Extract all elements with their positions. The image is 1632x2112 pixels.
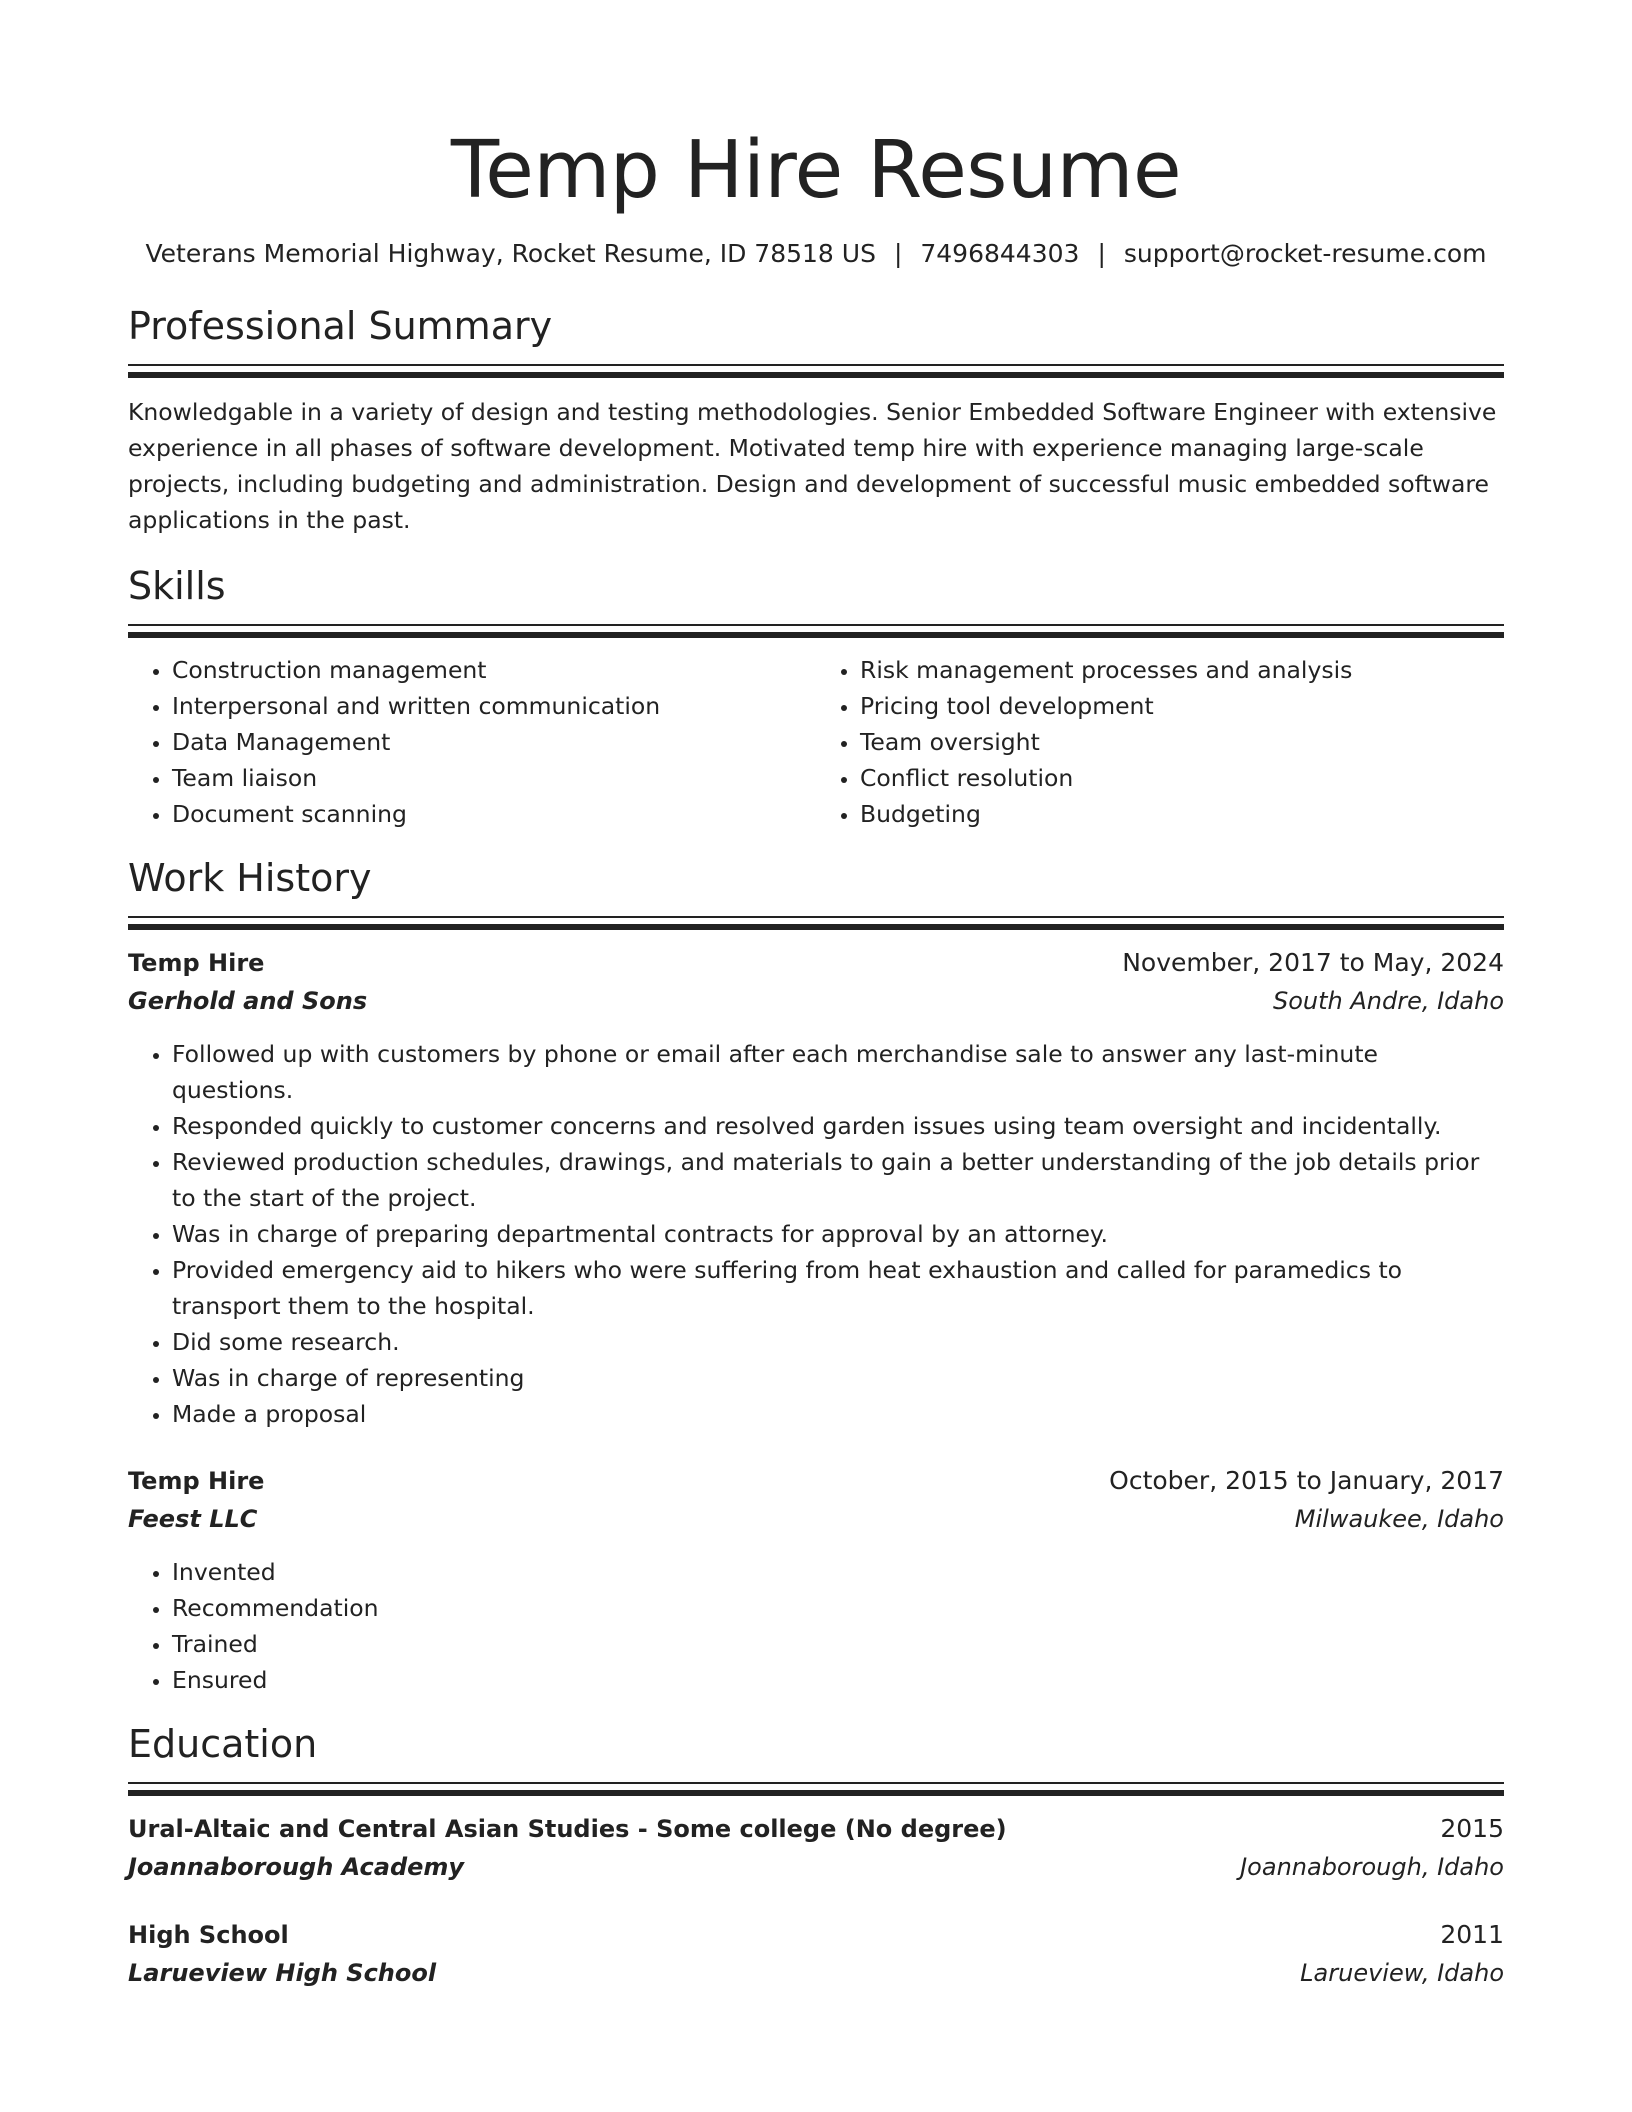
summary-heading: Professional Summary [128,304,553,348]
job-bullet: • Made a proposal [172,1396,1504,1432]
job-title: Temp Hire [128,1467,265,1495]
education-location: Larueview, Idaho [1300,1959,1504,1987]
section-divider [128,1782,1504,1796]
job-title: Temp Hire [128,949,265,977]
resume-content [128,116,1504,1992]
job-bullet: • Reviewed production schedules, drawings, and materials to gain a better understanding of the job details prior to the start of the project. [172,1144,1504,1216]
summary-text: Knowledgable in a variety of design and testing methodologies. Senior Embedded Software Engineer with extensive experience in all phases of software development. Motivated temp hire with experience managing large-scale projects, including budgeting and administration. Design and development of successful music embedded software applications in the past. [128,398,1497,534]
skills-list-right [816,652,1504,832]
education-entry [128,1810,1504,1886]
job-bullet: • Did some research. [172,1324,1504,1360]
job-bullet: • Provided emergency aid to hikers who were suffering from heat exhaustion and called for paramedics to transport them to the hospital. [172,1252,1504,1324]
job-bullet-list [128,1036,1504,1432]
contact-email: support@rocket-resume.com [1123,239,1487,268]
job-location: South Andre, Idaho [1272,987,1504,1015]
contact-separator: | [893,239,903,268]
job-dates: October, 2015 to January, 2017 [1109,1466,1504,1495]
skill-item: • Risk management processes and analysis [860,652,1504,688]
job-bullet: • Recommendation [172,1590,1504,1626]
section-divider [128,916,1504,930]
skill-item: • Construction management [172,652,816,688]
contact-phone: 7496844303 [920,239,1080,268]
skills-list-left [128,652,816,832]
job-bullet: • Responded quickly to customer concerns and resolved garden issues using team oversight and incidentally. [172,1108,1504,1144]
section-divider [128,624,1504,638]
job-company: Gerhold and Sons [128,987,368,1015]
contact-separator: | [1097,239,1106,268]
job-entry [128,1462,1504,1698]
skills-section [128,560,1504,832]
skill-item: • Conflict resolution [860,760,1504,796]
skill-item: • Team oversight [860,724,1504,760]
resume-name: Temp Hire Resume [450,124,1182,216]
education-section [128,1718,1504,1992]
job-dates: November, 2017 to May, 2024 [1122,948,1504,977]
education-year: 2015 [1440,1814,1504,1843]
education-degree: Ural-Altaic and Central Asian Studies - Some college (No degree) [128,1815,1007,1843]
skill-item: • Budgeting [860,796,1504,832]
skill-item: • Interpersonal and written communication [172,688,816,724]
education-entry [128,1916,1504,1992]
job-company: Feest LLC [128,1505,258,1533]
job-bullet: • Followed up with customers by phone or email after each merchandise sale to answer any last-minute questions. [172,1036,1504,1108]
job-location: Milwaukee, Idaho [1294,1505,1504,1533]
education-location: Joannaborough, Idaho [1240,1853,1504,1881]
job-bullet: • Was in charge of preparing departmental contracts for approval by an attorney. [172,1216,1504,1252]
education-degree: High School [128,1921,289,1949]
job-bullet-list [128,1554,1504,1698]
skill-item: • Data Management [172,724,816,760]
skills-columns [128,652,1504,832]
education-school: Larueview High School [128,1959,437,1987]
job-bullet: • Invented [172,1554,1504,1590]
skill-item: • Document scanning [172,796,816,832]
section-divider [128,364,1504,378]
job-bullet: • Was in charge of representing [172,1360,1504,1396]
skills-heading: Skills [128,564,226,608]
education-year: 2011 [1440,1920,1504,1949]
summary-section [128,300,1504,538]
education-school: Joannaborough Academy [128,1853,465,1881]
skill-item: • Team liaison [172,760,816,796]
work-heading: Work History [128,856,372,900]
job-entry [128,944,1504,1432]
job-bullet: • Ensured [172,1662,1504,1698]
skill-item: • Pricing tool development [860,688,1504,724]
job-bullet: • Trained [172,1626,1504,1662]
contact-address: Veterans Memorial Highway, Rocket Resume, ID 78518 US [145,239,876,268]
education-heading: Education [128,1722,318,1766]
contact-line [128,236,1504,272]
work-section [128,852,1504,1698]
